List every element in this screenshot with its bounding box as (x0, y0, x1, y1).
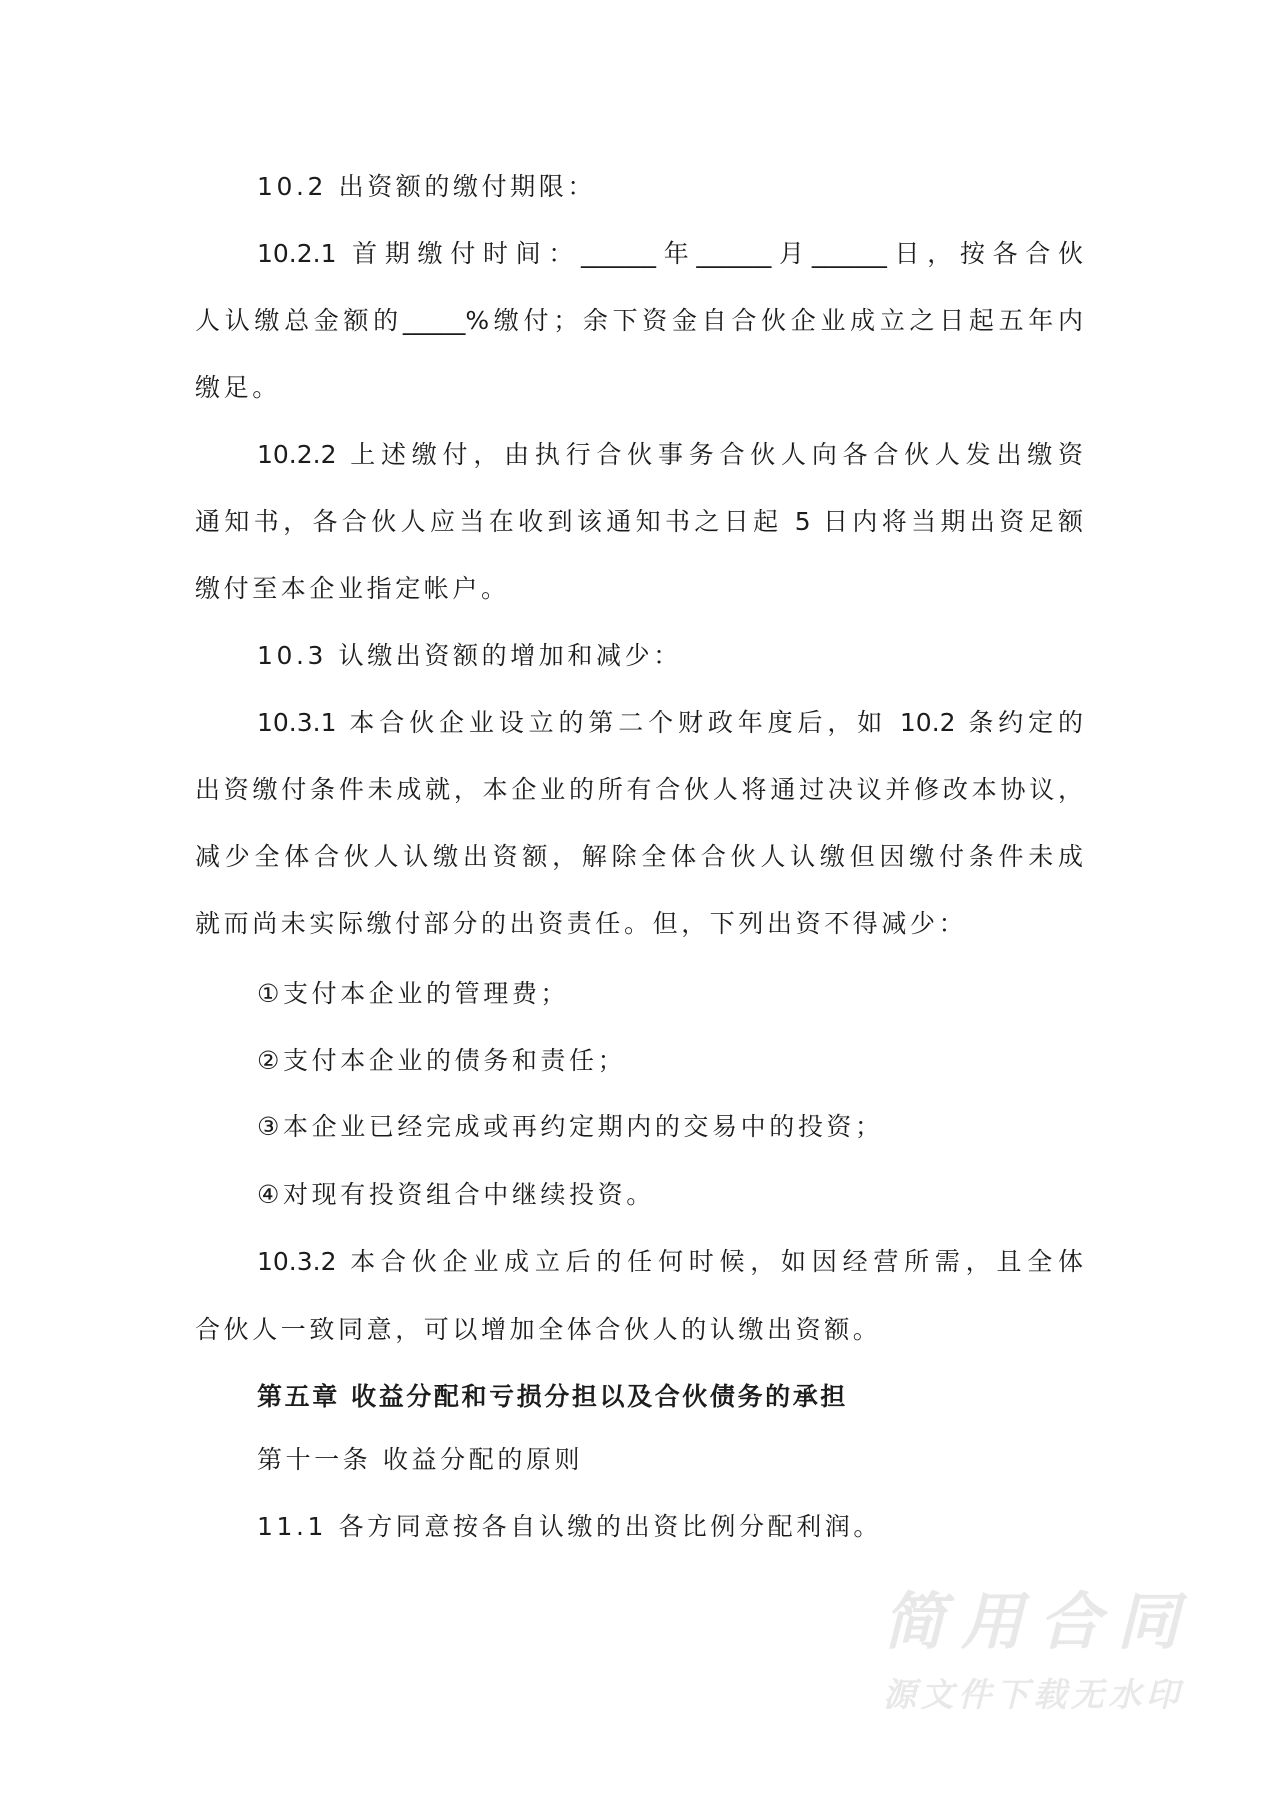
section-heading-10-2: 10.2 出资额的缴付期限： (257, 172, 597, 201)
watermark-brand: 简用合同 (883, 1585, 1179, 1658)
list-item-1: ①支付本企业的管理费； (257, 979, 570, 1008)
paragraph-10-3-1-line-2: 出资缴付条件未成就，本企业的所有合伙人将通过决议并修改本协议， (195, 775, 1083, 804)
list-item-3: ③本企业已经完成或再约定期内的交易中的投资； (257, 1112, 884, 1141)
list-item-2: ②支付本企业的债务和责任； (257, 1046, 627, 1075)
paragraph-10-2-2-line-1: 10.2.2 上述缴付，由执行合伙事务合伙人向各合伙人发出缴资 (257, 440, 1083, 469)
chapter-heading: 第五章 收益分配和亏损分担以及合伙债务的承担 (257, 1382, 848, 1411)
paragraph-10-2-2-line-3: 缴付至本企业指定帐户。 (195, 574, 510, 603)
paragraph-10-3-2-line-1: 10.3.2 本合伙企业成立后的任何时候，如因经营所需，且全体 (257, 1247, 1083, 1276)
paragraph-11-1: 11.1 各方同意按各自认缴的出资比例分配利润。 (257, 1512, 883, 1541)
paragraph-10-3-1-line-4: 就而尚未实际缴付部分的出资责任。但，下列出资不得减少： (195, 909, 968, 938)
paragraph-10-2-1-line-2: 人认缴总金额的_____%缴付；余下资金自合伙企业成立之日起五年内 (195, 306, 1083, 335)
paragraph-10-2-1-line-3: 缴足。 (195, 373, 281, 402)
paragraph-10-3-2-line-2: 合伙人一致同意，可以增加全体合伙人的认缴出资额。 (195, 1315, 882, 1344)
article-heading: 第十一条 收益分配的原则 (257, 1445, 584, 1474)
paragraph-10-3-1-line-3: 减少全体合伙人认缴出资额，解除全体合伙人认缴但因缴付条件未成 (195, 842, 1083, 871)
section-heading-10-3: 10.3 认缴出资额的增加和减少： (257, 641, 682, 670)
paragraph-10-2-1-line-1: 10.2.1 首期缴付时间：______年______月______日，按各合伙 (257, 239, 1083, 268)
list-item-4: ④对现有投资组合中继续投资。 (257, 1180, 655, 1209)
watermark-tagline: 源文件下载无水印 (883, 1675, 1179, 1714)
paragraph-10-2-2-line-2: 通知书，各合伙人应当在收到该通知书之日起 5 日内将当期出资足额 (195, 507, 1083, 536)
paragraph-10-3-1-line-1: 10.3.1 本合伙企业设立的第二个财政年度后，如 10.2 条约定的 (257, 708, 1083, 737)
